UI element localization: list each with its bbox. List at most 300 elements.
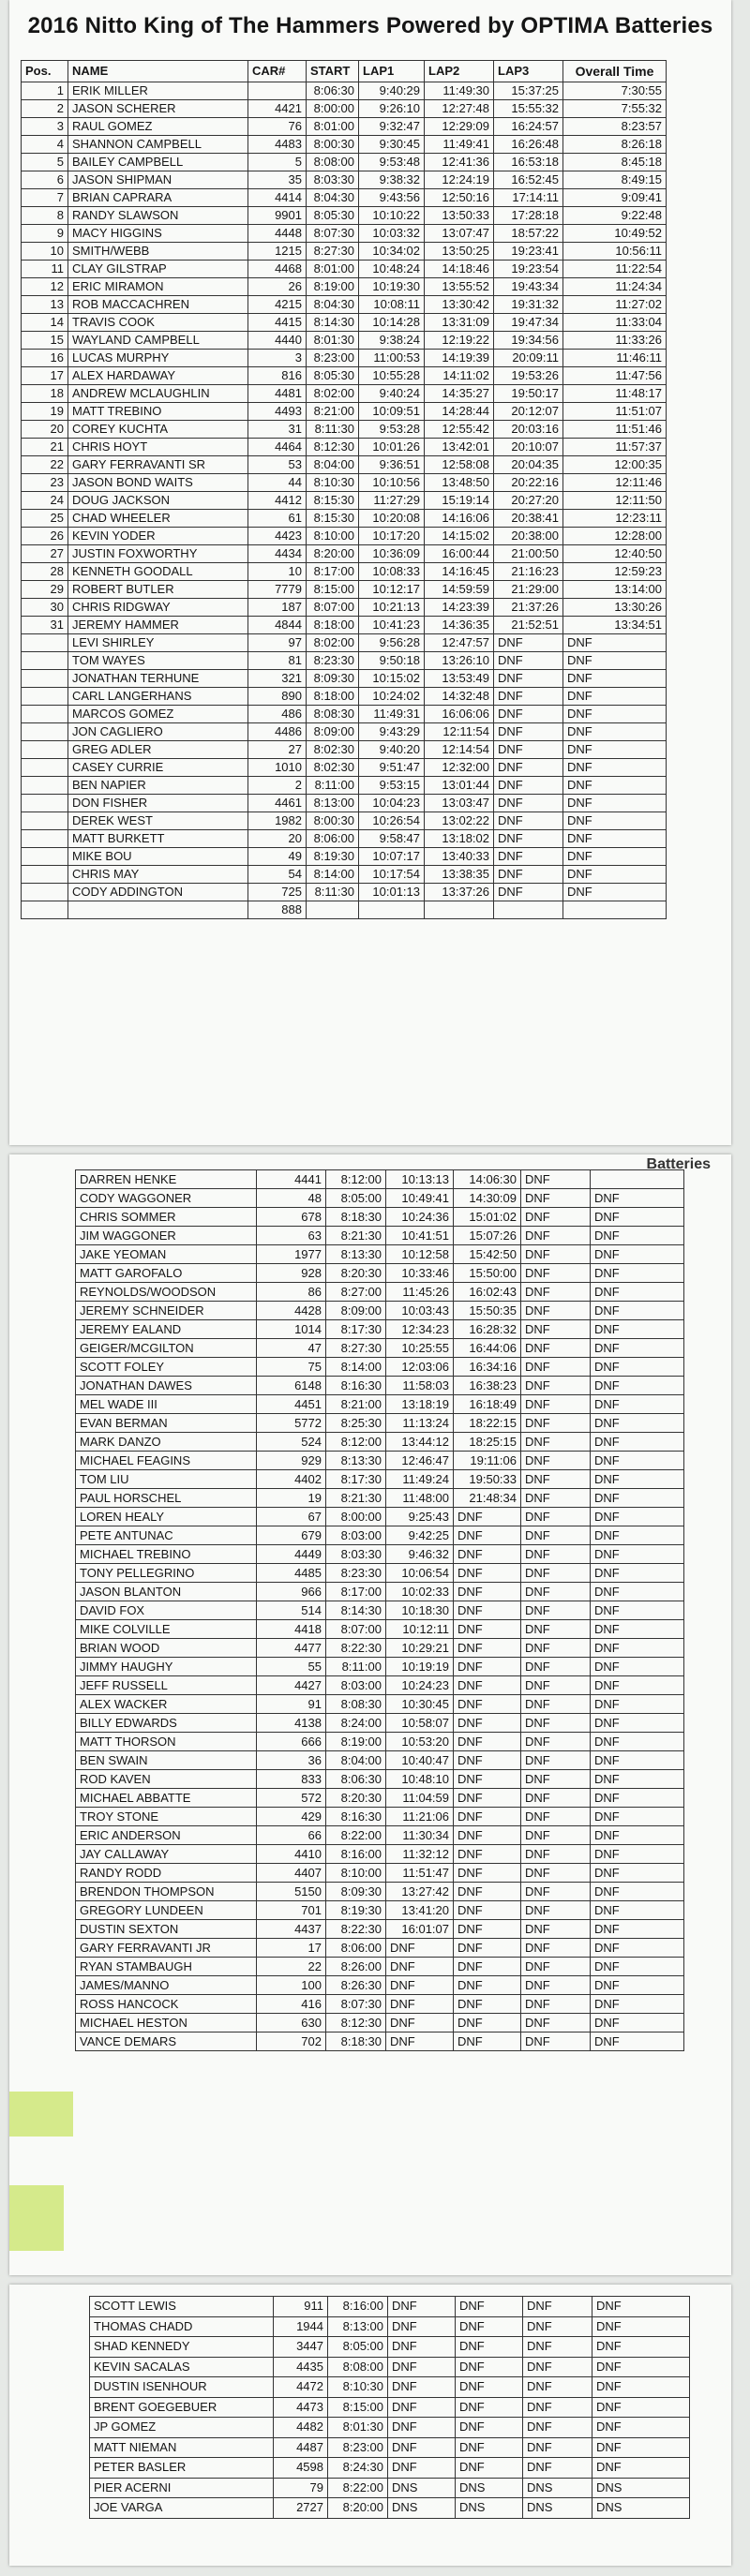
cell-start: 8:01:00 bbox=[307, 118, 359, 136]
cell-lap2: DNF bbox=[456, 2297, 523, 2317]
cell-car: 1982 bbox=[248, 812, 307, 830]
cell-lap1: 9:40:24 bbox=[359, 385, 425, 403]
cell-name: MATT THORSON bbox=[76, 1733, 257, 1751]
cell-lap1: 10:03:32 bbox=[359, 225, 425, 243]
table-row bbox=[22, 777, 667, 795]
cell-lap3: DNF bbox=[521, 1789, 591, 1808]
cell-overall-time: DNF bbox=[591, 1733, 684, 1751]
cell-lap3: DNF bbox=[523, 2297, 592, 2317]
cell-lap2: 14:36:35 bbox=[425, 617, 494, 634]
cell-car: 678 bbox=[257, 1208, 326, 1227]
cell-lap2: DNF bbox=[454, 1508, 521, 1526]
cell-lap3: 20:38:00 bbox=[494, 528, 563, 545]
table-row bbox=[22, 82, 667, 100]
cell-lap2: DNF bbox=[454, 1883, 521, 1901]
cell-overall-time: DNF bbox=[591, 1920, 684, 1939]
cell-lap2: DNF bbox=[454, 1639, 521, 1658]
cell-car: 10 bbox=[248, 563, 307, 581]
cell-start: 8:18:00 bbox=[307, 688, 359, 706]
cell-car: 4441 bbox=[257, 1170, 326, 1189]
cell-lap2: DNF bbox=[454, 1901, 521, 1920]
cell-lap3: DNF bbox=[521, 2033, 591, 2051]
cell-name: PETER BASLER bbox=[90, 2458, 274, 2479]
cell-start: 8:06:30 bbox=[326, 1770, 386, 1789]
cell-car: 928 bbox=[257, 1264, 326, 1283]
cell-name: CARL LANGERHANS bbox=[68, 688, 248, 706]
cell-name: SMITH/WEBB bbox=[68, 243, 248, 261]
cell-overall-time: DNF bbox=[591, 1208, 684, 1227]
cell-pos: 4 bbox=[22, 136, 68, 154]
cell-car: 4493 bbox=[248, 403, 307, 421]
cell-lap1: 10:53:20 bbox=[386, 1733, 454, 1751]
cell-lap3: DNF bbox=[521, 1545, 591, 1564]
cell-lap1: 9:32:47 bbox=[359, 118, 425, 136]
cell-car: 4440 bbox=[248, 332, 307, 350]
cell-start: 8:01:30 bbox=[307, 332, 359, 350]
cell-overall-time: DNF bbox=[591, 2033, 684, 2051]
cell-lap3: DNF bbox=[521, 1320, 591, 1339]
table-row bbox=[22, 848, 667, 866]
cell-lap2: 14:19:39 bbox=[425, 350, 494, 367]
cell-overall-time: 13:14:00 bbox=[563, 581, 667, 599]
cell-overall-time: 12:11:46 bbox=[563, 474, 667, 492]
cell-lap1: DNF bbox=[388, 2377, 456, 2398]
cell-name: RANDY RODD bbox=[76, 1864, 257, 1883]
cell-overall-time: 12:59:23 bbox=[563, 563, 667, 581]
cell-lap3: 18:57:22 bbox=[494, 225, 563, 243]
cell-lap1: 10:36:09 bbox=[359, 545, 425, 563]
cell-start: 8:23:00 bbox=[328, 2437, 388, 2458]
table-row bbox=[90, 2316, 690, 2337]
cell-start: 8:22:30 bbox=[326, 1639, 386, 1658]
cell-lap1: 13:18:19 bbox=[386, 1395, 454, 1414]
table-row bbox=[22, 812, 667, 830]
table-row bbox=[90, 2397, 690, 2418]
cell-start: 8:21:30 bbox=[326, 1227, 386, 1245]
cell-lap3: 15:37:25 bbox=[494, 82, 563, 100]
table-row bbox=[90, 2437, 690, 2458]
cell-lap3: DNF bbox=[494, 777, 563, 795]
cell-lap1: 9:30:45 bbox=[359, 136, 425, 154]
cell-car: 4427 bbox=[257, 1676, 326, 1695]
table-header-row bbox=[22, 61, 667, 82]
cell-lap1: 9:40:20 bbox=[359, 741, 425, 759]
cell-overall-time: DNF bbox=[591, 1995, 684, 2014]
cell-overall-time: 11:22:54 bbox=[563, 261, 667, 278]
cell-start: 8:20:30 bbox=[326, 1264, 386, 1283]
cell-name: JEREMY SCHNEIDER bbox=[76, 1302, 257, 1320]
cell-lap3: DNS bbox=[523, 2498, 592, 2519]
cell-lap3: DNF bbox=[494, 759, 563, 777]
cell-lap3: DNF bbox=[521, 1601, 591, 1620]
cell-car: 4483 bbox=[248, 136, 307, 154]
cell-lap2: DNF bbox=[454, 1658, 521, 1676]
cell-lap1: 9:26:10 bbox=[359, 100, 425, 118]
cell-lap3: DNF bbox=[521, 1264, 591, 1283]
cell-lap1: 10:08:11 bbox=[359, 296, 425, 314]
table-row bbox=[76, 1714, 684, 1733]
cell-overall-time: DNF bbox=[591, 1826, 684, 1845]
cell-lap2: 12:47:57 bbox=[425, 634, 494, 652]
cell-start: 8:06:00 bbox=[326, 1939, 386, 1958]
cell-name: THOMAS CHADD bbox=[90, 2316, 274, 2337]
cell-lap3: DNF bbox=[523, 2316, 592, 2337]
cell-lap2: DNF bbox=[456, 2397, 523, 2418]
cell-start: 8:15:30 bbox=[307, 492, 359, 510]
cell-car: 76 bbox=[248, 118, 307, 136]
results-table bbox=[75, 1169, 684, 2051]
cell-lap1: 10:06:54 bbox=[386, 1564, 454, 1583]
cell-overall-time: 11:46:11 bbox=[563, 350, 667, 367]
cell-pos: 10 bbox=[22, 243, 68, 261]
cell-lap1: 11:21:06 bbox=[386, 1808, 454, 1826]
cell-overall-time: 10:49:52 bbox=[563, 225, 667, 243]
cell-car: 679 bbox=[257, 1526, 326, 1545]
table-row bbox=[22, 617, 667, 634]
cell-lap2: 13:01:44 bbox=[425, 777, 494, 795]
cell-start: 8:05:00 bbox=[326, 1189, 386, 1208]
cell-overall-time: 9:22:48 bbox=[563, 207, 667, 225]
cell-start: 8:10:30 bbox=[328, 2377, 388, 2398]
cell-lap2: DNF bbox=[456, 2437, 523, 2458]
cell-overall-time: DNF bbox=[591, 1808, 684, 1826]
results-table bbox=[89, 2296, 690, 2519]
cell-car: 22 bbox=[257, 1958, 326, 1976]
table-row bbox=[76, 1620, 684, 1639]
cell-car: 2 bbox=[248, 777, 307, 795]
cell-start: 8:09:30 bbox=[307, 670, 359, 688]
table-row bbox=[22, 100, 667, 118]
cell-name: DAVID FOX bbox=[76, 1601, 257, 1620]
cell-lap1: 10:40:47 bbox=[386, 1751, 454, 1770]
cell-car: 416 bbox=[257, 1995, 326, 2014]
cell-start: 8:17:30 bbox=[326, 1470, 386, 1489]
cell-lap2: 13:30:42 bbox=[425, 296, 494, 314]
cell-name: GARY FERRAVANTI JR bbox=[76, 1939, 257, 1958]
table-row bbox=[22, 439, 667, 456]
cell-pos: 22 bbox=[22, 456, 68, 474]
cell-name: RYAN STAMBAUGH bbox=[76, 1958, 257, 1976]
cell-lap3: 20:09:11 bbox=[494, 350, 563, 367]
table-row bbox=[76, 1264, 684, 1283]
table-row bbox=[76, 1864, 684, 1883]
cell-lap3: DNF bbox=[521, 1339, 591, 1358]
table-row bbox=[76, 1658, 684, 1676]
header-car: CAR# bbox=[248, 61, 307, 82]
cell-overall-time: 11:51:07 bbox=[563, 403, 667, 421]
cell-overall-time: DNF bbox=[591, 1264, 684, 1283]
cell-lap3: DNF bbox=[521, 1526, 591, 1545]
cell-overall-time: DNS bbox=[592, 2478, 690, 2498]
cell-name: CODY ADDINGTON bbox=[68, 884, 248, 901]
table-row bbox=[76, 1976, 684, 1995]
cell-start: 8:16:30 bbox=[326, 1808, 386, 1826]
cell-start: 8:06:00 bbox=[307, 830, 359, 848]
cell-lap2: DNS bbox=[456, 2478, 523, 2498]
cell-name: MATT TREBINO bbox=[68, 403, 248, 421]
cell-lap2: 13:48:50 bbox=[425, 474, 494, 492]
cell-lap2: 13:31:09 bbox=[425, 314, 494, 332]
table-row bbox=[76, 1320, 684, 1339]
table-row bbox=[22, 634, 667, 652]
cell-start: 8:17:00 bbox=[307, 563, 359, 581]
cell-lap1: DNF bbox=[388, 2357, 456, 2377]
cell-start: 8:18:30 bbox=[326, 1208, 386, 1227]
cell-name: BAILEY CAMPBELL bbox=[68, 154, 248, 171]
cell-pos: 20 bbox=[22, 421, 68, 439]
cell-car: 4138 bbox=[257, 1714, 326, 1733]
cell-lap2: DNF bbox=[454, 1583, 521, 1601]
cell-start: 8:22:00 bbox=[328, 2478, 388, 2498]
cell-lap2: 12:32:00 bbox=[425, 759, 494, 777]
cell-lap1: 11:27:29 bbox=[359, 492, 425, 510]
cell-pos: 2 bbox=[22, 100, 68, 118]
cell-lap3: DNF bbox=[521, 1995, 591, 2014]
cell-lap3: DNF bbox=[521, 1901, 591, 1920]
cell-lap2: 16:02:43 bbox=[454, 1283, 521, 1302]
cell-overall-time: DNF bbox=[591, 1189, 684, 1208]
cell-lap3: DNF bbox=[521, 1433, 591, 1452]
cell-overall-time bbox=[591, 1170, 684, 1189]
cell-lap1: 10:24:36 bbox=[386, 1208, 454, 1227]
cell-name: PIER ACERNI bbox=[90, 2478, 274, 2498]
cell-lap1: 10:29:21 bbox=[386, 1639, 454, 1658]
cell-start: 8:05:00 bbox=[328, 2337, 388, 2358]
cell-lap2: 13:50:25 bbox=[425, 243, 494, 261]
cell-start: 8:18:00 bbox=[307, 617, 359, 634]
cell-start: 8:24:30 bbox=[328, 2458, 388, 2479]
cell-overall-time: DNF bbox=[563, 777, 667, 795]
header-lap1: LAP1 bbox=[359, 61, 425, 82]
cell-pos: 9 bbox=[22, 225, 68, 243]
cell-overall-time: DNF bbox=[591, 1320, 684, 1339]
cell-name: JASON BOND WAITS bbox=[68, 474, 248, 492]
cell-lap2: 12:14:54 bbox=[425, 741, 494, 759]
cell-car: 3 bbox=[248, 350, 307, 367]
cell-pos bbox=[22, 866, 68, 884]
cell-overall-time: 12:40:50 bbox=[563, 545, 667, 563]
results-table bbox=[21, 60, 667, 919]
cell-name: MATT BURKETT bbox=[68, 830, 248, 848]
cell-car: 91 bbox=[257, 1695, 326, 1714]
cell-lap2: 12:24:19 bbox=[425, 171, 494, 189]
cell-lap3: DNF bbox=[521, 1583, 591, 1601]
table-row bbox=[22, 314, 667, 332]
cell-start: 8:16:00 bbox=[326, 1845, 386, 1864]
cell-pos bbox=[22, 634, 68, 652]
cell-lap2: 13:55:52 bbox=[425, 278, 494, 296]
cell-lap1: DNF bbox=[388, 2437, 456, 2458]
cell-name: DEREK WEST bbox=[68, 812, 248, 830]
cell-lap3: DNF bbox=[521, 1170, 591, 1189]
cell-overall-time: DNF bbox=[591, 1358, 684, 1377]
cell-lap3: DNF bbox=[521, 1751, 591, 1770]
cell-overall-time: DNF bbox=[563, 812, 667, 830]
cell-car: 702 bbox=[257, 2033, 326, 2051]
cell-pos bbox=[22, 795, 68, 812]
cell-car: 61 bbox=[248, 510, 307, 528]
cell-lap1: DNF bbox=[388, 2397, 456, 2418]
cell-lap2: DNF bbox=[454, 1976, 521, 1995]
cell-start: 8:08:00 bbox=[307, 154, 359, 171]
table-row bbox=[76, 1545, 684, 1564]
cell-lap3: DNF bbox=[521, 1883, 591, 1901]
cell-lap2: DNF bbox=[454, 1601, 521, 1620]
cell-lap1: 10:19:30 bbox=[359, 278, 425, 296]
cell-lap3: DNF bbox=[494, 706, 563, 723]
cell-lap3: DNF bbox=[523, 2377, 592, 2398]
cell-start: 8:24:00 bbox=[326, 1714, 386, 1733]
cell-lap3: DNF bbox=[521, 1620, 591, 1639]
tape-strip bbox=[9, 2185, 64, 2251]
cell-overall-time: DNF bbox=[591, 1489, 684, 1508]
cell-name: MICHAEL FEAGINS bbox=[76, 1452, 257, 1470]
cell-start: 8:16:30 bbox=[326, 1377, 386, 1395]
cell-lap3: 20:10:07 bbox=[494, 439, 563, 456]
cell-lap3: DNF bbox=[521, 1826, 591, 1845]
cell-overall-time: DNF bbox=[592, 2397, 690, 2418]
cell-overall-time: DNF bbox=[591, 1770, 684, 1789]
cell-car: 4423 bbox=[248, 528, 307, 545]
cell-lap2: 14:32:48 bbox=[425, 688, 494, 706]
cell-lap2: 14:28:44 bbox=[425, 403, 494, 421]
table-row bbox=[76, 1826, 684, 1845]
table-row bbox=[22, 528, 667, 545]
table-row bbox=[76, 1339, 684, 1358]
cell-lap2: 12:58:08 bbox=[425, 456, 494, 474]
cell-name: DON FISHER bbox=[68, 795, 248, 812]
cell-lap3: 19:53:26 bbox=[494, 367, 563, 385]
cell-name: TRAVIS COOK bbox=[68, 314, 248, 332]
table-row bbox=[22, 403, 667, 421]
cell-lap3: DNF bbox=[494, 634, 563, 652]
cell-lap1: DNF bbox=[386, 2033, 454, 2051]
cell-lap1: 9:42:25 bbox=[386, 1526, 454, 1545]
cell-lap2: 14:35:27 bbox=[425, 385, 494, 403]
cell-overall-time: DNF bbox=[591, 1958, 684, 1976]
table-row bbox=[22, 207, 667, 225]
table-row bbox=[22, 171, 667, 189]
cell-car: 20 bbox=[248, 830, 307, 848]
cell-name: BRIAN CAPRARA bbox=[68, 189, 248, 207]
cell-lap3: DNF bbox=[521, 2014, 591, 2033]
cell-start: 8:05:30 bbox=[307, 207, 359, 225]
table-row bbox=[76, 1601, 684, 1620]
cell-lap3: 20:04:35 bbox=[494, 456, 563, 474]
cell-lap2: 14:16:45 bbox=[425, 563, 494, 581]
cell-name: SCOTT FOLEY bbox=[76, 1358, 257, 1377]
cell-lap1: 9:40:29 bbox=[359, 82, 425, 100]
cell-overall-time: DNF bbox=[591, 1545, 684, 1564]
cell-car: 4477 bbox=[257, 1639, 326, 1658]
cell-car: 4410 bbox=[257, 1845, 326, 1864]
cell-lap2: 13:42:01 bbox=[425, 439, 494, 456]
cell-pos: 21 bbox=[22, 439, 68, 456]
cell-lap3: 19:43:34 bbox=[494, 278, 563, 296]
cell-start: 8:14:00 bbox=[326, 1358, 386, 1377]
cell-lap3: DNF bbox=[521, 1920, 591, 1939]
table-row bbox=[22, 492, 667, 510]
cell-overall-time: DNF bbox=[563, 866, 667, 884]
cell-lap2: 15:01:02 bbox=[454, 1208, 521, 1227]
cell-lap3: DNF bbox=[521, 1939, 591, 1958]
table-row bbox=[76, 1302, 684, 1320]
cell-lap1: 10:24:02 bbox=[359, 688, 425, 706]
cell-start: 8:11:30 bbox=[307, 884, 359, 901]
cell-start: 8:19:00 bbox=[307, 278, 359, 296]
cell-overall-time: DNF bbox=[591, 1526, 684, 1545]
cell-pos: 26 bbox=[22, 528, 68, 545]
cell-name: DUSTIN ISENHOUR bbox=[90, 2377, 274, 2398]
table-row bbox=[76, 1470, 684, 1489]
cell-car: 9901 bbox=[248, 207, 307, 225]
cell-overall-time: DNF bbox=[591, 1676, 684, 1695]
cell-name: JOE VARGA bbox=[90, 2498, 274, 2519]
cell-lap1: 11:04:59 bbox=[386, 1789, 454, 1808]
cell-name: WAYLAND CAMPBELL bbox=[68, 332, 248, 350]
table-row bbox=[22, 599, 667, 617]
cell-start: 8:07:30 bbox=[326, 1995, 386, 2014]
cell-lap1: 9:51:47 bbox=[359, 759, 425, 777]
cell-name: JONATHAN DAWES bbox=[76, 1377, 257, 1395]
cell-lap3: DNF bbox=[494, 723, 563, 741]
cell-start: 8:23:30 bbox=[326, 1564, 386, 1583]
cell-name: ERIC MIRAMON bbox=[68, 278, 248, 296]
table-row bbox=[76, 1808, 684, 1826]
cell-name: MARK DANZO bbox=[76, 1433, 257, 1452]
cell-name: CHRIS MAY bbox=[68, 866, 248, 884]
cell-lap2: DNF bbox=[456, 2337, 523, 2358]
table-row bbox=[90, 2458, 690, 2479]
cell-lap1: 10:18:30 bbox=[386, 1601, 454, 1620]
cell-start: 8:15:30 bbox=[307, 510, 359, 528]
cell-lap2: 19:50:33 bbox=[454, 1470, 521, 1489]
cell-start: 8:00:00 bbox=[307, 100, 359, 118]
cell-car: 429 bbox=[257, 1808, 326, 1826]
cell-start: 8:00:00 bbox=[326, 1508, 386, 1526]
cell-name: KENNETH GOODALL bbox=[68, 563, 248, 581]
tape-strip bbox=[9, 2092, 73, 2137]
cell-lap3: 19:47:34 bbox=[494, 314, 563, 332]
cell-lap3: DNF bbox=[521, 1414, 591, 1433]
cell-lap1: 11:51:47 bbox=[386, 1864, 454, 1883]
cell-lap2: 14:16:06 bbox=[425, 510, 494, 528]
cell-overall-time: DNF bbox=[591, 1470, 684, 1489]
cell-lap2: DNF bbox=[454, 1920, 521, 1939]
cell-name: JON CAGLIERO bbox=[68, 723, 248, 741]
cell-name: SCOTT LEWIS bbox=[90, 2297, 274, 2317]
table-row bbox=[22, 563, 667, 581]
cell-lap3: DNF bbox=[521, 1377, 591, 1395]
cell-overall-time: DNF bbox=[591, 1583, 684, 1601]
cell-start: 8:12:30 bbox=[307, 439, 359, 456]
cell-car: 4487 bbox=[274, 2437, 328, 2458]
cell-lap2: DNF bbox=[454, 2033, 521, 2051]
table-row bbox=[90, 2498, 690, 2519]
cell-car: 187 bbox=[248, 599, 307, 617]
cell-car: 4415 bbox=[248, 314, 307, 332]
cell-lap1: DNF bbox=[386, 1958, 454, 1976]
cell-lap3: DNF bbox=[521, 1770, 591, 1789]
cell-name: TONY PELLEGRINO bbox=[76, 1564, 257, 1583]
cell-overall-time: 7:55:32 bbox=[563, 100, 667, 118]
header-lap2: LAP2 bbox=[425, 61, 494, 82]
cell-lap3: DNF bbox=[521, 1508, 591, 1526]
cell-name: JIMMY HAUGHY bbox=[76, 1658, 257, 1676]
table-row bbox=[22, 118, 667, 136]
cell-pos bbox=[22, 848, 68, 866]
cell-lap1: 9:50:18 bbox=[359, 652, 425, 670]
